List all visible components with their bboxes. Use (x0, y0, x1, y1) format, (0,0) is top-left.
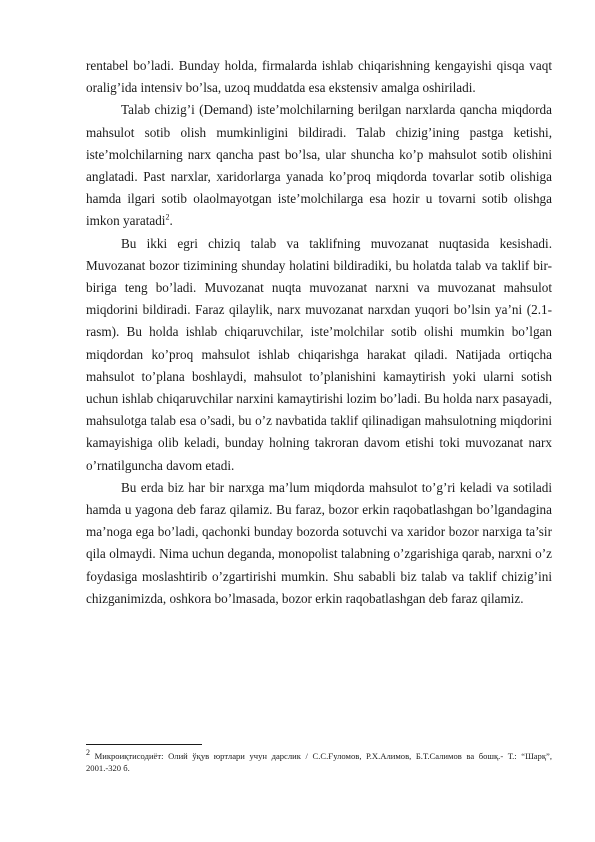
paragraph-text: Talab chizig’i (Demand) iste’molchilarning berilgan narxlarda qancha miqdorda mahsulot sotib olish mumkinligini bildiradi. Talab chizig’ining pastga ketishi, iste’molchilarning narx qancha past bo’lsa, ular shuncha ko’p mahsulot sotib olishini anglatadi. Past narxlar, xaridorlarga yanada ko’proq miqdorda tovarlar sotib olishiga hamda ilgari sotib olaolmayotgan iste’molchilarga esa hozir u tovarni sotib olishga imkon yaratadi (86, 102, 552, 229)
paragraph-4 (86, 477, 552, 610)
paragraph-end-punctuation: . (169, 213, 173, 229)
paragraph-text: rentabel bo’ladi. Bunday holda, firmalarda ishlab chiqarishning kengayishi qisqa vaqt oralig’ida intensiv bo’lsa, uzoq muddatda esa ekstensiv amalga oshiriladi. (86, 58, 552, 96)
footnote-reference[interactable]: 2 (165, 213, 170, 223)
body-text (86, 55, 552, 610)
footnote-separator (86, 744, 202, 745)
paragraph-text: Bu erda biz har bir narxga ma’lum miqdorda mahsulot to’g’ri keladi va sotiladi hamda u yagona deb faraz qilamiz. Bu faraz, bozor erkin raqobatlashgan bo’lgandagina ma’noga ega bo’ladi, qachonki bunday bozorda sotuvchi va xaridor bozor narxiga ta’sir qila olmaydi. Nima uchun deganda, monopolist talabning o’zgarishiga qarab, narxni o’z foydasiga moslashtirib o’zgartirishi mumkin. Shu sababli biz talab va taklif chizig’ini chizganimizda, oshkora bo’lmasada, bozor erkin raqobatlashgan deb faraz qilamiz. (86, 479, 552, 606)
paragraph-2 (86, 99, 552, 232)
footnote-text: Микроиқтисодиёт: Олий ўқув юртлари учун дарслик / С.С.Ғуломов, Р.Х.Алимов, Б.Т.Салимов ва бошқ.- Т.: “Шарқ”, 2001.-320 б. (86, 751, 552, 773)
footnote-marker: 2 (86, 748, 90, 758)
paragraph-text: Bu ikki egri chiziq talab va taklifning muvozanat nuqtasida kesishadi. Muvozanat bozor tizimining shunday holatini bildiradiki, bu holatda talab va taklif bir-biriga teng bo’ladi. Muvozanat nuqta muvozanat narxni va muvozanat mahsulot miqdorini bildiradi. Faraz qilaylik, narx muvozanat narxdan yuqori bo’lsin ya’ni (2.1-rasm). Bu holda ishlab chiqaruvchilar, iste’molchilar sotib olishi mumkin bo’lgan miqdordan ko’proq mahsulot ishlab chiqarishga harakat qiladi. Natijada ortiqcha mahsulot to’plana boshlaydi, mahsulot to’planishini kamaytirish yoki ularni sotish uchun ishlab chiqaruvchilar narxini kamaytirishi lozim bo’ladi. Bu holda narx pasayadi, mahsulotga talab esa o’sadi, bu o’z navbatida taklif qilinadigan mahsulotning miqdorini kamayishiga olib keladi, bunday holning takroran davom etishi toki muvozanat narx o’rnatilguncha davom etadi. (86, 235, 552, 473)
paragraph-3 (86, 233, 552, 477)
footnote (86, 750, 552, 774)
paragraph-1 (86, 55, 552, 99)
